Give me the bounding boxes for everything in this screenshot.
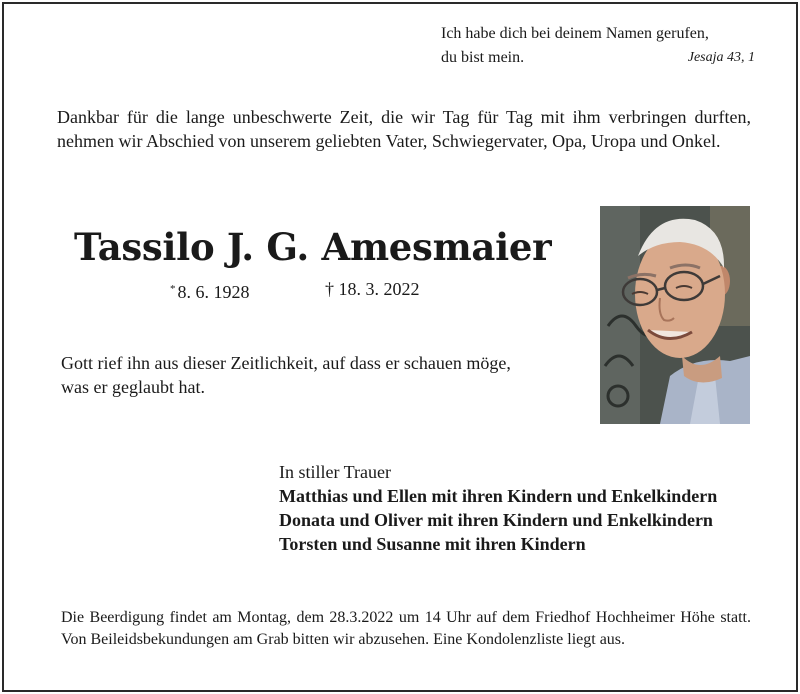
memorial-quote: Gott rief ihn aus dieser Zeitlichkeit, auf dass er schauen möge, was er geglaubt hat. — [61, 353, 511, 397]
birth-date-value: 8. 6. 1928 — [177, 282, 250, 302]
verse-line-1: Ich habe dich bei deinem Namen gerufen, — [441, 25, 709, 42]
intro-text: Dankbar für die lange unbeschwerte Zeit, die wir Tag für Tag mit ihm verbringen durften, nehmen wir Abschied von unserem geliebten Vater, Schwiegervater, Opa, Uropa und Onkel. — [57, 107, 751, 151]
mourner-family: Matthias und Ellen mit ihren Kindern und Enkelkindern — [279, 486, 718, 506]
death-date — [325, 277, 420, 301]
birth-date — [170, 277, 250, 304]
mourner-family: Torsten und Susanne mit ihren Kindern — [279, 534, 586, 554]
mourners-lead: In stiller Trauer — [279, 462, 391, 482]
portrait-illustration — [600, 206, 750, 424]
verse-reference: Jesaja 43, 1 — [687, 50, 755, 65]
deceased-name: Tassilo J. G. Amesmaier — [74, 225, 552, 269]
death-date-value: 18. 3. 2022 — [338, 279, 420, 299]
mourners-block — [279, 460, 759, 556]
portrait-photo — [600, 206, 750, 424]
funeral-info: Die Beerdigung findet am Montag, dem 28.3.2022 um 14 Uhr auf dem Friedhof Hochheimer Höhe statt. Von Beileidsbekundungen am Grab bitten wir abzusehen. Eine Kondolenzliste liegt aus. — [61, 609, 751, 648]
mourner-family: Donata und Oliver mit ihren Kindern und Enkelkindern — [279, 510, 713, 530]
verse-line-2: du bist mein. — [441, 49, 525, 66]
death-symbol: † — [325, 279, 334, 299]
birth-symbol: * — [170, 283, 176, 295]
bible-verse — [441, 22, 755, 70]
